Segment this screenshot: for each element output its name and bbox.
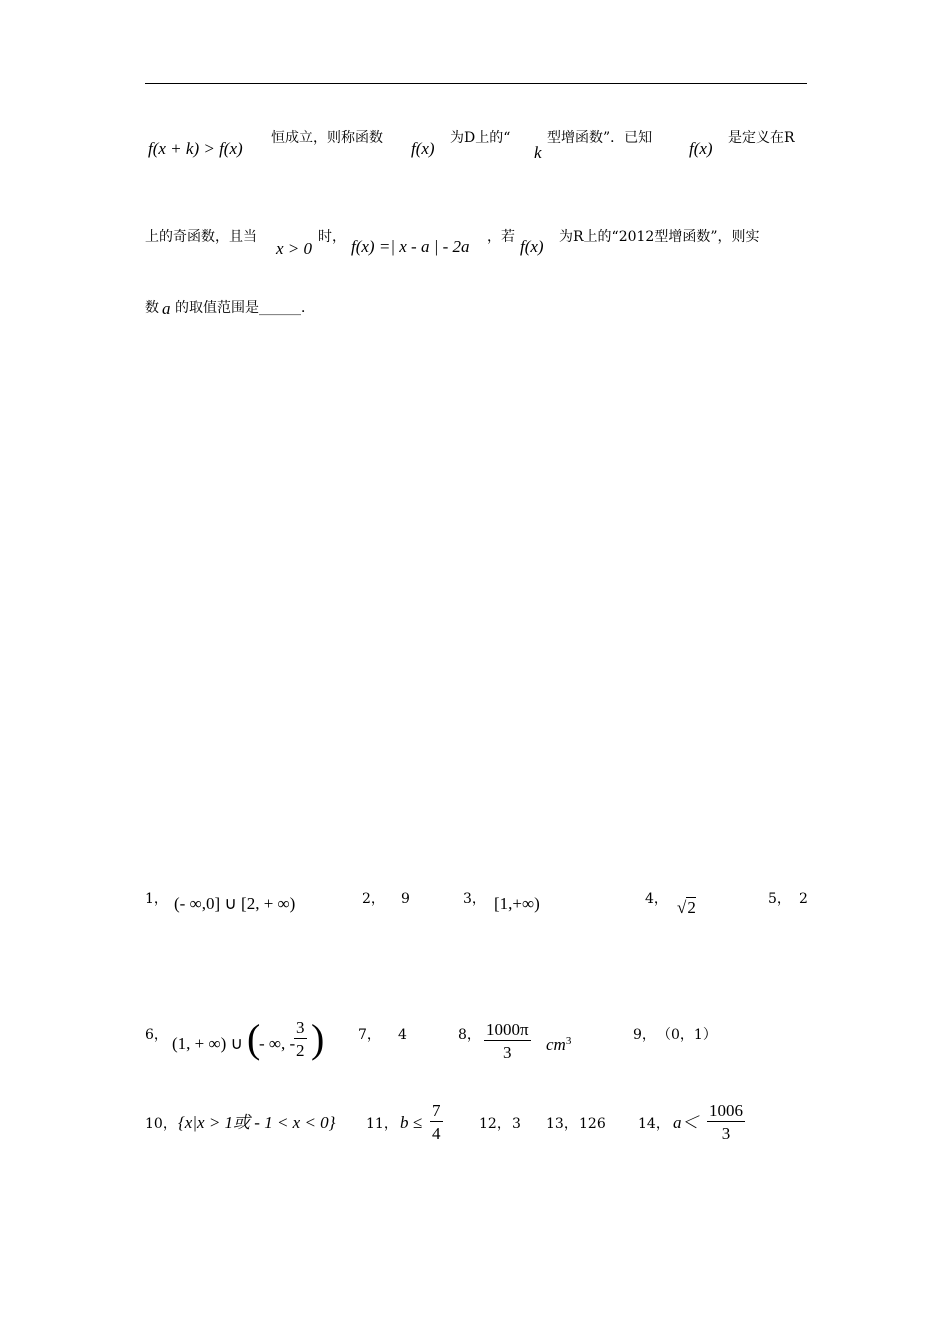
answer-value: (1, + ∞) ∪ [172,1034,243,1053]
answer-value: 3 [512,1116,521,1132]
answer-label: 4， [645,891,668,907]
math-fx: f(x) [689,139,713,158]
text-segment: 上的奇函数，且当 [145,229,257,245]
answer-label: 14， [638,1116,670,1132]
answer-value: 9 [401,891,410,907]
answer-label: 5， [768,891,791,907]
text-segment: 的取值范围是______． [175,300,315,316]
math-a: a [162,299,171,318]
answer-value: （0，1） [657,1027,717,1043]
answer-value: 2 [799,891,808,907]
math-fx: f(x) [411,139,435,158]
answer-label: 13， [546,1116,578,1132]
paren-open: ( [247,1016,261,1061]
sqrt-icon: √ [677,898,687,917]
answer-value: [1,+∞) [494,894,540,913]
text-segment: 数 [145,300,159,316]
fraction: $\frac{7}{4}$ [432,1101,441,1143]
answer-label: 12， [479,1116,511,1132]
answer-value: - ∞, - [259,1034,296,1053]
answer-label: 7， [358,1027,381,1043]
fraction: $\frac{3}{2}$ [296,1018,305,1060]
text-segment: ，若 [487,229,515,245]
answer-unit: $cm^3$ [546,1035,572,1054]
math-condition: x > 0 [276,239,313,258]
answer-value: 4 [398,1027,407,1043]
math-fx: f(x) [520,237,544,256]
answer-value: √2 [677,898,696,917]
math-k: k [534,143,542,162]
fraction: $\frac{1006}{3}$ [709,1101,743,1143]
answer-prefix: b ≤ [400,1113,423,1132]
answer-label: 2， [362,891,385,907]
math-condition: f(x + k) > f(x) [148,139,243,158]
answer-label: 11， [366,1116,398,1132]
fraction: $\frac{1000\pi}{3}$ [486,1020,529,1062]
answer-value: {x|x > 1或 - 1 < x < 0} [178,1113,336,1132]
paren-close: ) [311,1016,325,1061]
text-segment: 时， [318,229,346,245]
answer-label: 8， [458,1027,481,1043]
text-segment: 为R上的“2012型增函数”，则实 [559,229,760,245]
answer-value: 126 [579,1116,606,1132]
text-segment: 型增函数”．已知 [547,130,653,146]
text-segment: 恒成立，则称函数 [271,130,383,146]
answer-label: 3， [463,891,486,907]
header-rule [145,83,807,84]
answer-label: 1， [145,891,168,907]
answer-label: 10， [145,1116,177,1132]
text-segment: 是定义在R [728,130,795,146]
answer-value: (- ∞,0] ∪ [2, + ∞) [174,894,296,913]
math-function-def: f(x) =| x - a | - 2a [351,237,470,256]
answer-label: 6， [145,1027,168,1043]
answer-prefix: a＜ [673,1113,699,1132]
text-segment: 为D上的“ [450,130,511,146]
answer-label: 9， [633,1027,656,1043]
